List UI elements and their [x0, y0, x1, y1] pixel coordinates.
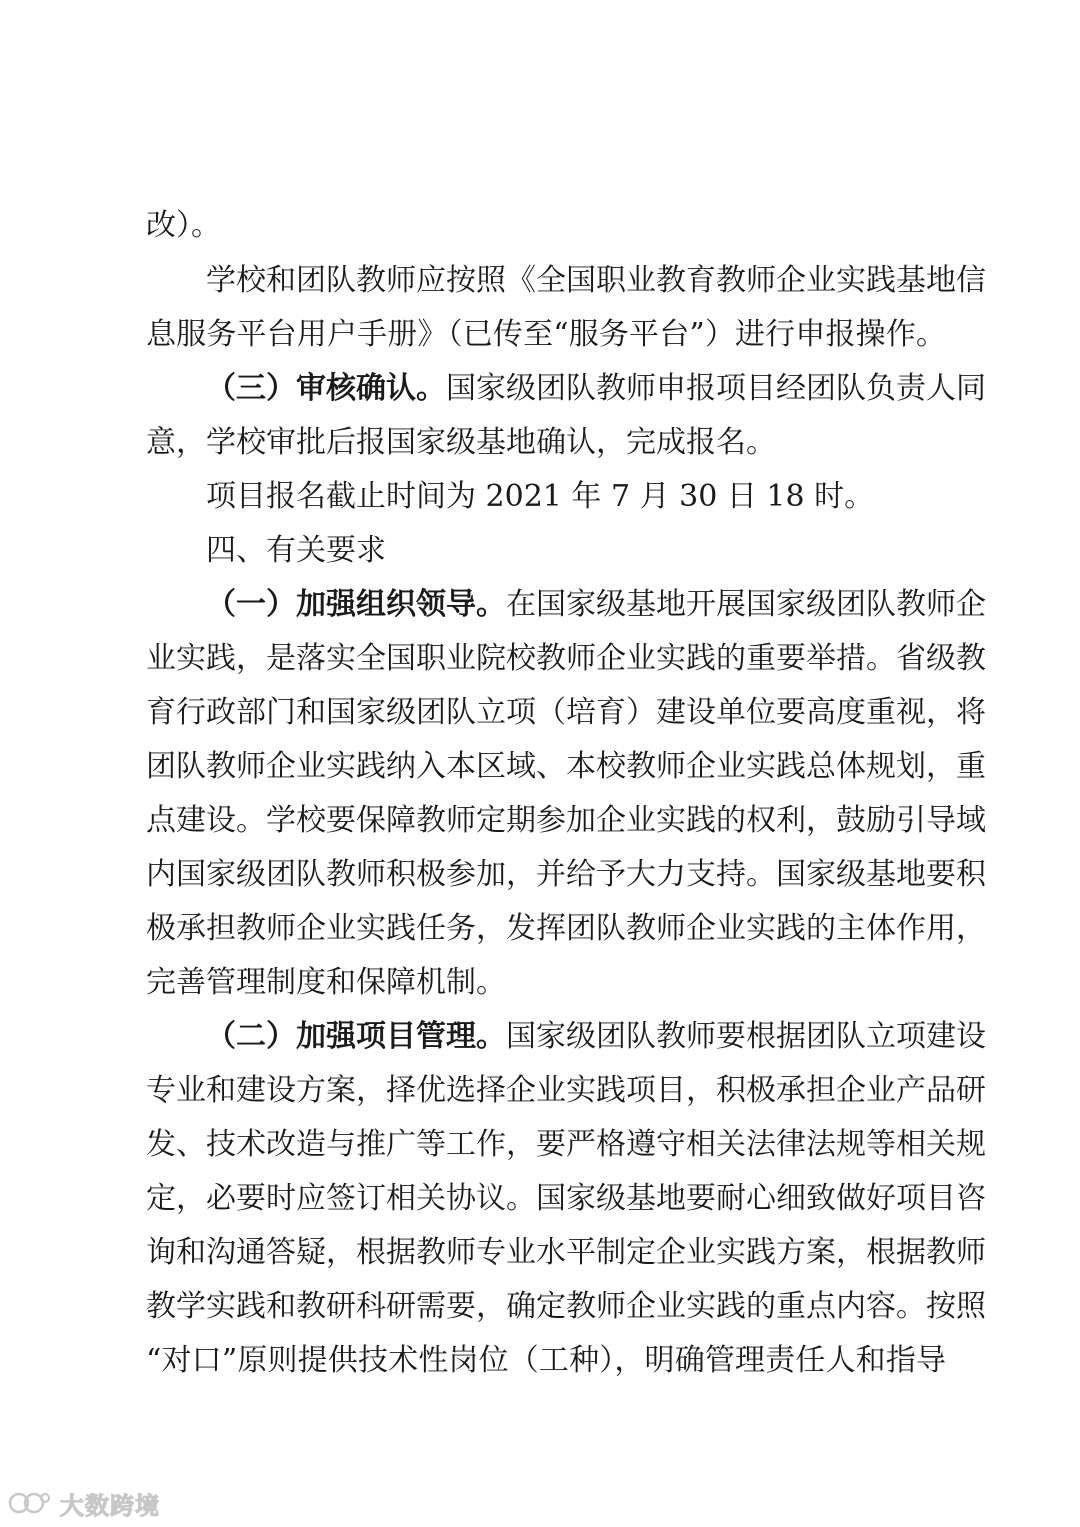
text-line: 点建设。学校要保障教师定期参加企业实践的权利，鼓励引导域: [146, 803, 986, 838]
text-line: 完善管理制度和保障机制。: [146, 965, 506, 1000]
section-heading-line: [206, 370, 986, 412]
text-line: 定，必要时应签订相关协议。国家级基地要耐心细致做好项目咨: [146, 1181, 986, 1216]
text-line: 专业和建设方案，择优选择企业实践项目，积极承担企业产品研: [146, 1073, 986, 1108]
section-heading-line: [206, 1018, 986, 1060]
text-line: 极承担教师企业实践任务，发挥团队教师企业实践的主体作用，: [146, 911, 986, 946]
text-line: 学校和团队教师应按照《全国职业教育教师企业实践基地信: [206, 263, 986, 298]
watermark: [8, 1486, 160, 1520]
section-heading-text: 国家级团队教师申报项目经团队负责人同: [446, 371, 986, 406]
weibo-logo-icon: [8, 1490, 52, 1516]
text-line: 改）。: [146, 208, 221, 243]
section-heading-bold: （二）加强项目管理。: [206, 1019, 506, 1054]
chapter-heading: 四、有关要求: [206, 533, 386, 568]
section-heading-text: 国家级团队教师要根据团队立项建设: [506, 1019, 986, 1054]
text-line: 发、技术改造与推广等工作，要严格遵守相关法律法规等相关规: [146, 1127, 986, 1162]
section-heading-line: [206, 586, 986, 628]
watermark-text: 大数跨境: [60, 1491, 160, 1520]
section-heading-text: 在国家级基地开展国家级团队教师企: [506, 587, 986, 622]
text-line: 询和沟通答疑，根据教师专业水平制定企业实践方案，根据教师: [146, 1235, 986, 1270]
section-heading-bold: （三）审核确认。: [206, 371, 446, 406]
text-line: “对口”原则提供技术性岗位（工种），明确管理责任人和指导: [146, 1343, 946, 1378]
text-line: 团队教师企业实践纳入本区域、本校教师企业实践总体规划，重: [146, 749, 986, 784]
text-line: 意，学校审批后报国家级基地确认，完成报名。: [146, 425, 776, 460]
text-line: 息服务平台用户手册》（已传至“服务平台”）进行申报操作。: [146, 317, 946, 352]
text-line: 育行政部门和国家级团队立项（培育）建设单位要高度重视，将: [146, 695, 986, 730]
text-line: 内国家级团队教师积极参加，并给予大力支持。国家级基地要积: [146, 857, 986, 892]
deadline-line: 项目报名截止时间为 2021 年 7 月 30 日 18 时。: [206, 479, 875, 514]
text-line: 教学实践和教研科研需要，确定教师企业实践的重点内容。按照: [146, 1289, 986, 1324]
section-heading-bold: （一）加强组织领导。: [206, 587, 506, 622]
text-line: 业实践，是落实全国职业院校教师企业实践的重要举措。省级教: [146, 641, 986, 676]
